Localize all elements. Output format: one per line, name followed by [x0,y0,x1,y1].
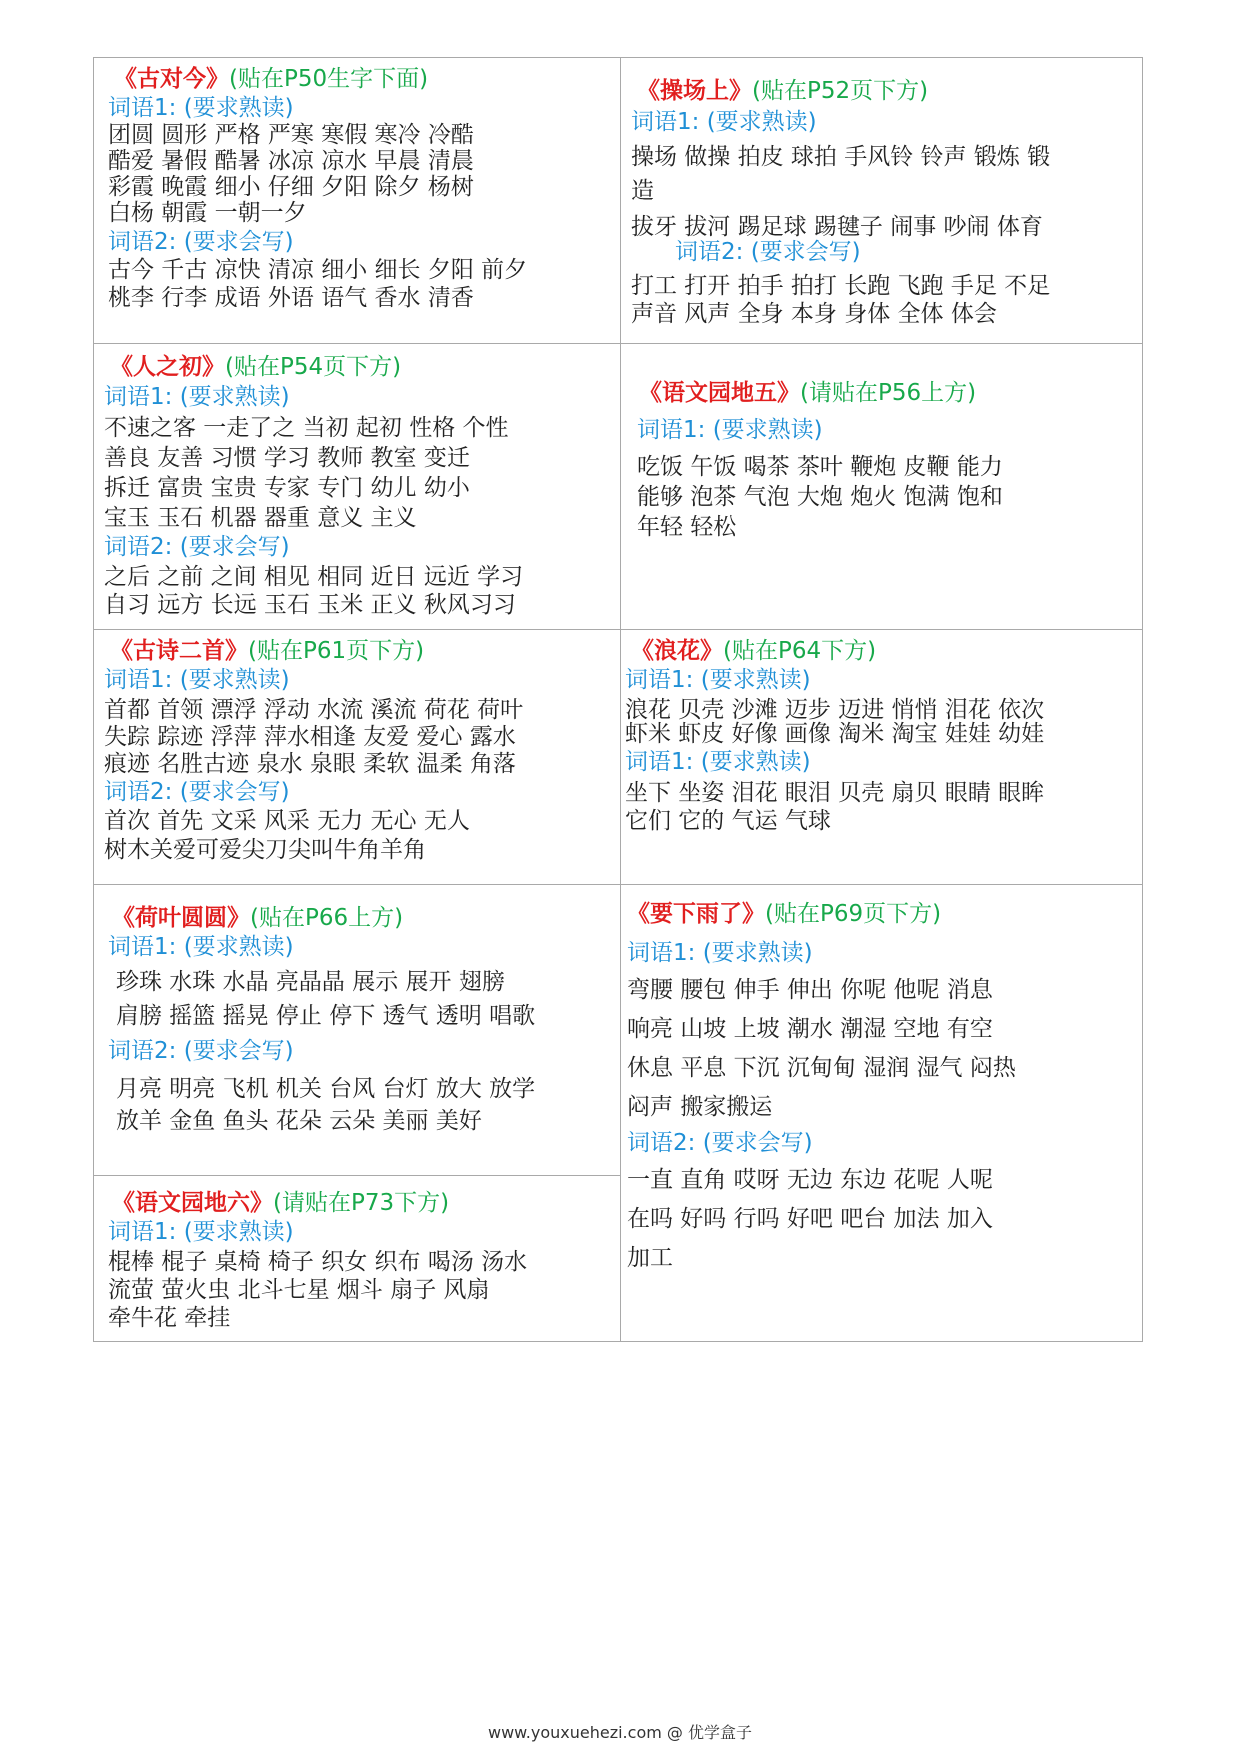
vocab-line: 弯腰 腰包 伸手 伸出 你呢 他呢 消息 [627,977,993,1003]
vocab-label-1: 词语1: (要求熟读) [625,667,811,693]
vocab-line: 坐下 坐姿 泪花 眼泪 贝壳 扇贝 眼睛 眼眸 [625,780,1045,806]
lesson-note: (贴在P52页下方) [752,78,929,104]
vocab-line: 自习 远方 长远 玉石 玉米 正义 秋风习习 [104,592,516,618]
vocab-list-1 [627,971,1142,1127]
section-gu-shi-er-shou [94,630,621,884]
table-row [94,58,1142,344]
vocabulary-table [93,57,1143,1342]
vocab-line: 打工 打开 拍手 拍打 长跑 飞跑 手足 不足 [631,273,1051,299]
vocab-line: 古今 千古 凉快 清凉 细小 细长 夕阳 前夕 [108,257,528,283]
vocab-line: 棍棒 棍子 桌椅 椅子 织女 织布 喝汤 汤水 [108,1249,528,1275]
vocab-line: 造 [631,178,654,204]
lesson-note: (贴在P69页下方) [765,901,942,927]
table-row [94,630,1142,885]
vocab-list-2 [104,563,620,619]
vocab-line: 不速之客 一走了之 当初 起初 性格 个性 [104,415,509,441]
lesson-name: 《要下雨了》 [627,901,765,927]
vocab-label-2: 词语2: (要求会写) [108,1038,294,1064]
vocab-label-2: 词语2: (要求会写) [104,779,290,805]
vocab-list-2 [104,807,620,865]
vocab-line: 桃李 行李 成语 外语 语气 香水 清香 [108,285,474,311]
section-ren-zhi-chu [94,344,621,629]
vocab-label-1: 词语1: (要求熟读) [104,667,290,693]
vocab-list-2 [631,272,1142,328]
vocab-line: 声音 风声 全身 本身 身体 全体 体会 [631,301,997,327]
vocab-line: 痕迹 名胜古迹 泉水 泉眼 柔软 温柔 角落 [104,751,516,777]
section-yuwen-yuandi-6 [94,1175,620,1341]
vocab-line: 酷爱 暑假 酷暑 冰凉 凉水 早晨 清晨 [108,148,474,174]
lesson-name: 《语文园地六》 [112,1190,273,1216]
vocab-label-1: 词语1: (要求熟读) [627,940,813,966]
vocab-line: 拔牙 拔河 踢足球 踢毽子 闹事 吵闹 体育 [631,214,1043,240]
vocab-line: 休息 平息 下沉 沉甸甸 湿润 湿气 闷热 [627,1055,1016,1081]
vocab-line: 肩膀 摇篮 摇晃 停止 停下 透气 透明 唱歌 [116,1003,536,1029]
vocab-line: 之后 之前 之间 相见 相同 近日 远近 学习 [104,564,524,590]
table-row [94,885,1142,1341]
section-he-ye-yuan-yuan [94,885,620,1175]
vocab-list-1 [104,413,620,533]
vocab-line: 团圆 圆形 严格 严寒 寒假 寒冷 冷酷 [108,122,474,148]
lesson-name: 《语文园地五》 [639,380,800,406]
lesson-name: 《古对今》 [114,66,229,92]
lesson-name: 《人之初》 [110,354,225,380]
vocab-line: 首次 首先 文采 风采 无力 无心 无人 [104,808,470,834]
lesson-name: 《荷叶圆圆》 [112,905,250,931]
vocab-list-1 [637,452,1142,542]
vocab-label-2: 词语2: (要求会写) [104,534,290,560]
lesson-note: (贴在P54页下方) [225,354,402,380]
vocab-line: 流萤 萤火虫 北斗七星 烟斗 扇子 风扇 [108,1277,490,1303]
lesson-note: (贴在P64下方) [723,638,877,664]
vocab-list-1 [108,1248,620,1332]
vocab-list-2 [625,779,1142,835]
left-column-stack [94,885,621,1341]
vocab-list-1 [104,697,620,778]
vocab-list-1 [108,122,620,226]
vocab-line: 加工 [627,1245,673,1271]
lesson-name: 《古诗二首》 [110,638,248,664]
vocab-list-1 [108,965,620,1033]
vocab-line: 虾米 虾皮 好像 画像 淘米 淘宝 娃娃 幼娃 [625,721,1045,747]
table-row [94,344,1142,630]
vocab-label-1: 词语1: (要求熟读) [631,109,817,135]
vocab-line: 牵牛花 牵挂 [108,1305,231,1331]
vocab-line: 宝玉 玉石 机器 器重 意义 主义 [104,505,417,531]
footer-watermark: www.youxuehezi.com @ 优学盒子 [488,1723,752,1742]
vocab-list-2 [627,1161,1142,1278]
section-title [627,899,1142,929]
lesson-note: (贴在P50生字下面) [229,66,429,92]
vocab-label-2: 词语2: (要求会写) [108,229,294,255]
vocab-line: 在吗 好吗 行吗 好吧 吧台 加法 加入 [627,1206,993,1232]
vocab-label-2: 词语1: (要求熟读) [625,749,811,775]
lesson-note: (请贴在P73下方) [273,1190,450,1216]
vocab-line: 一直 直角 哎呀 无边 东边 花呢 人呢 [627,1167,993,1193]
vocab-label-1: 词语1: (要求熟读) [108,95,294,121]
lesson-note: (贴在P61页下方) [248,638,425,664]
vocab-list-2 [108,256,620,312]
section-title [108,64,620,94]
lesson-note: (贴在P66上方) [250,905,404,931]
section-cao-chang-shang [621,58,1142,343]
section-title [104,352,620,382]
section-title [108,903,620,933]
vocab-line: 能够 泡茶 气泡 大炮 炮火 饱满 饱和 [637,484,1003,510]
vocab-line: 首都 首领 漂浮 浮动 水流 溪流 荷花 荷叶 [104,697,524,723]
section-title [104,636,620,666]
vocab-line: 操场 做操 拍皮 球拍 手风铃 铃声 锻炼 锻 [631,144,1051,170]
vocab-line: 吃饭 午饭 喝茶 茶叶 鞭炮 皮鞭 能力 [637,454,1003,480]
vocab-list-1 [625,698,1142,746]
section-title [637,378,1142,408]
vocab-line: 它们 它的 气运 气球 [625,808,831,834]
vocab-line: 白杨 朝霞 一朝一夕 [108,200,307,226]
section-title [625,636,1142,666]
vocab-line: 珍珠 水珠 水晶 亮晶晶 展示 展开 翅膀 [116,969,505,995]
vocab-list-2 [108,1073,620,1137]
lesson-note: (请贴在P56上方) [800,380,977,406]
vocab-label-2: 词语2: (要求会写) [627,1130,813,1156]
vocab-line: 闷声 搬家搬运 [627,1094,773,1120]
lesson-name: 《浪花》 [631,638,723,664]
vocab-line: 月亮 明亮 飞机 机关 台风 台灯 放大 放学 [116,1076,536,1102]
vocab-line: 善良 友善 习惯 学习 教师 教室 变迁 [104,445,470,471]
vocab-line: 树木关爱可爱尖刀尖叫牛角羊角 [104,837,426,863]
section-lang-hua [621,630,1142,884]
vocab-list-1 [631,140,1142,240]
vocab-line: 拆迁 富贵 宝贵 专家 专门 幼儿 幼小 [104,475,470,501]
vocab-line: 彩霞 晚霞 细小 仔细 夕阳 除夕 杨树 [108,174,474,200]
vocab-line: 年轻 轻松 [637,514,737,540]
vocab-line: 响亮 山坡 上坡 潮水 潮湿 空地 有空 [627,1016,993,1042]
section-title [108,1188,620,1218]
section-title [631,76,1142,106]
vocab-label-2: 词语2: (要求会写) [675,239,861,265]
section-gu-dui-jin [94,58,621,343]
section-yao-xia-yu-le [621,885,1142,1341]
vocab-label-1: 词语1: (要求熟读) [108,1219,294,1245]
lesson-name: 《操场上》 [637,78,752,104]
vocab-label-1: 词语1: (要求熟读) [637,417,823,443]
vocab-line: 放羊 金鱼 鱼头 花朵 云朵 美丽 美好 [116,1108,482,1134]
vocab-line: 浪花 贝壳 沙滩 迈步 迈进 悄悄 泪花 依次 [625,697,1045,723]
vocab-label-1: 词语1: (要求熟读) [104,384,290,410]
vocab-line: 失踪 踪迹 浮萍 萍水相逢 友爱 爱心 露水 [104,724,516,750]
section-yuwen-yuandi-5 [621,344,1142,629]
vocab-label-1: 词语1: (要求熟读) [108,934,294,960]
